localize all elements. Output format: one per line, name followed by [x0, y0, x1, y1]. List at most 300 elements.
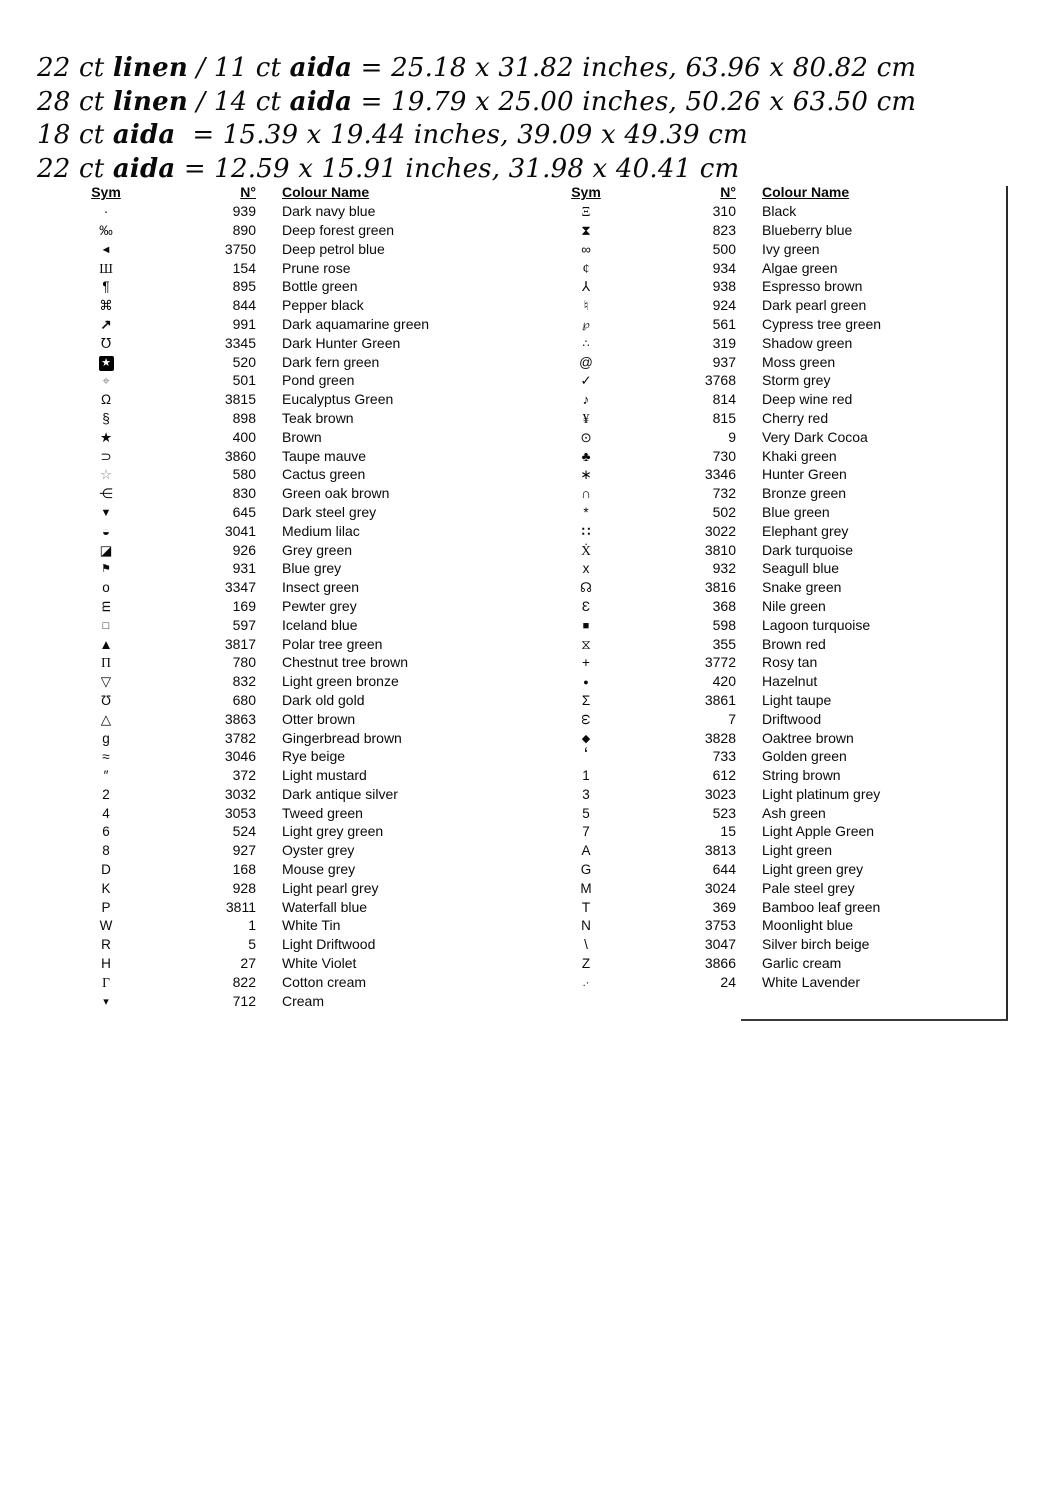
- thread-number: 830: [232, 485, 256, 502]
- colour-name: White Violet: [282, 955, 357, 972]
- thread-number: 5: [248, 936, 256, 953]
- stitch-symbol: ‰: [99, 222, 113, 238]
- legend-row: [563, 409, 986, 428]
- stitch-symbol: ⧗: [581, 222, 591, 238]
- stitch-symbol: ◄: [100, 243, 112, 256]
- thread-number: 580: [232, 466, 256, 483]
- colour-name: Light Apple Green: [762, 823, 875, 840]
- swatch-column-bottom-border: [741, 1019, 1008, 1021]
- fabric-size-line: 22 ct linen / 11 ct aida = 25.18 x 31.82 inches, 63.96 x 80.82 cm: [37, 53, 917, 83]
- stitch-symbol: m: [98, 600, 114, 613]
- legend-row: [563, 841, 986, 860]
- colour-name: Light platinum grey: [762, 785, 881, 802]
- legend-row: [563, 672, 986, 691]
- colour-name: Elephant grey: [762, 522, 849, 539]
- legend-row: [83, 540, 506, 559]
- header-number: N°: [720, 184, 736, 201]
- thread-number: 3024: [704, 879, 736, 896]
- header-colour-name: Colour Name: [762, 184, 850, 201]
- stitch-symbol: Σ: [581, 692, 591, 708]
- stitch-symbol: ‘: [583, 745, 589, 767]
- legend-row: [563, 728, 986, 747]
- thread-number: 561: [712, 315, 736, 332]
- legend-row: [83, 333, 506, 352]
- thread-number: 310: [712, 203, 736, 220]
- thread-number: 3810: [704, 541, 736, 558]
- stitch-symbol: ℘: [582, 318, 590, 331]
- legend-row: [83, 916, 506, 935]
- legend-row: [563, 521, 986, 540]
- thread-number: 730: [712, 447, 736, 464]
- colour-name: Blue grey: [282, 560, 342, 577]
- thread-number: 1: [248, 917, 256, 934]
- thread-number: 372: [232, 767, 256, 784]
- fabric-size-line: 18 ct aida = 15.39 x 19.44 inches, 39.09 x 49.39 cm: [37, 120, 748, 150]
- legend-row: [83, 935, 506, 954]
- colour-name: Otter brown: [282, 710, 356, 727]
- stitch-symbol: ⌘: [99, 298, 113, 314]
- legend-row: [83, 691, 506, 710]
- legend-row: [563, 972, 986, 991]
- stitch-symbol: Ξ: [581, 204, 591, 220]
- thread-number: 822: [232, 973, 256, 990]
- thread-number: 7: [728, 710, 736, 727]
- colour-name: Light pearl grey: [282, 879, 379, 896]
- stitch-symbol: ⅄: [581, 279, 591, 295]
- legend-row: [563, 277, 986, 296]
- thread-number: 3753: [704, 917, 736, 934]
- thread-number: 15: [720, 823, 736, 840]
- thread-number: 168: [232, 861, 256, 878]
- stitch-symbol: ⊙: [580, 429, 592, 445]
- stitch-symbol: +: [582, 655, 590, 671]
- stitch-symbol: W: [99, 918, 113, 934]
- thread-number: 938: [712, 278, 736, 295]
- stitch-symbol: ⊃: [100, 448, 112, 464]
- legend-row: [563, 822, 986, 841]
- stitch-symbol: R: [101, 937, 111, 953]
- colour-name: Brown red: [762, 635, 826, 652]
- colour-name: Hunter Green: [762, 466, 847, 483]
- legend-row: [83, 653, 506, 672]
- colour-name: Light taupe: [762, 691, 832, 708]
- colour-name: Tweed green: [282, 804, 363, 821]
- stitch-symbol: P: [101, 899, 111, 915]
- stitch-symbol: ★: [99, 356, 114, 371]
- stitch-symbol: o: [102, 580, 110, 596]
- legend-row: [563, 484, 986, 503]
- thread-number: 3750: [224, 240, 256, 257]
- stitch-symbol: ″: [103, 768, 109, 784]
- colour-name: Oaktree brown: [762, 729, 854, 746]
- legend-row: [83, 503, 506, 522]
- thread-number: 3046: [224, 748, 256, 765]
- stitch-symbol: ⋲: [99, 486, 113, 502]
- colour-name: Brown: [282, 428, 322, 445]
- thread-number: 3047: [704, 936, 736, 953]
- stitch-symbol: ▲: [99, 636, 113, 652]
- colour-name: Light green bronze: [282, 673, 399, 690]
- legend-row: [563, 747, 986, 766]
- colour-name: Garlic cream: [762, 955, 842, 972]
- colour-name: Dark old gold: [282, 691, 365, 708]
- legend-row: [563, 597, 986, 616]
- thread-number: 3860: [224, 447, 256, 464]
- thread-number: 501: [232, 372, 256, 389]
- legend-row: [83, 427, 506, 446]
- thread-number: 3053: [224, 804, 256, 821]
- stitch-symbol: 1: [582, 768, 590, 784]
- legend-row: [563, 766, 986, 785]
- thread-number: 3828: [704, 729, 736, 746]
- colour-name: Khaki green: [762, 447, 837, 464]
- colour-name: Medium lilac: [282, 522, 360, 539]
- colour-name: Polar tree green: [282, 635, 383, 652]
- colour-name: Bottle green: [282, 278, 358, 295]
- stitch-symbol: ¥: [582, 410, 590, 426]
- stitch-symbol: ▽: [100, 674, 112, 690]
- colour-name: Pale steel grey: [762, 879, 855, 896]
- legend-header-row: [83, 183, 506, 202]
- stitch-symbol: ✓: [580, 373, 592, 389]
- legend-row: [563, 935, 986, 954]
- thread-number: 368: [712, 597, 736, 614]
- colour-name: Eucalyptus Green: [282, 391, 394, 408]
- thread-number: 3815: [224, 391, 256, 408]
- legend-row: [563, 803, 986, 822]
- colour-name: Ivy green: [762, 240, 820, 257]
- stitch-symbol: ¢: [582, 260, 590, 276]
- legend-row: [563, 709, 986, 728]
- colour-name: String brown: [762, 767, 841, 784]
- legend-row: [83, 296, 506, 315]
- colour-name: Light green grey: [762, 861, 864, 878]
- stitch-symbol: Ʊ: [100, 692, 112, 708]
- colour-name: Cherry red: [762, 409, 829, 426]
- colour-name: Very Dark Cocoa: [762, 428, 868, 445]
- legend-row: [83, 766, 506, 785]
- colour-name: Gingerbread brown: [282, 729, 402, 746]
- thread-number: 169: [232, 597, 256, 614]
- stitch-symbol: ■: [582, 619, 590, 632]
- legend-row: [83, 221, 506, 240]
- thread-number: 814: [712, 391, 736, 408]
- colour-name: Moss green: [762, 353, 836, 370]
- stitch-symbol: K: [101, 880, 111, 896]
- thread-number: 645: [232, 503, 256, 520]
- colour-name: Dark antique silver: [282, 785, 398, 802]
- colour-name: Cactus green: [282, 466, 366, 483]
- thread-number: 27: [240, 955, 256, 972]
- colour-name: Mouse grey: [282, 861, 356, 878]
- stitch-symbol: Ω: [100, 392, 112, 408]
- thread-number: 3817: [224, 635, 256, 652]
- colour-name: Lagoon turquoise: [762, 616, 871, 633]
- legend-row: [563, 446, 986, 465]
- colour-name: White Lavender: [762, 973, 861, 990]
- stitch-symbol: *: [583, 504, 589, 520]
- stitch-symbol: □: [102, 619, 110, 632]
- legend-row: [83, 239, 506, 258]
- thread-number: 3861: [704, 691, 736, 708]
- thread-number: 934: [712, 259, 736, 276]
- colour-name: Seagull blue: [762, 560, 840, 577]
- colour-name: Grey green: [282, 541, 353, 558]
- colour-name: Storm grey: [762, 372, 831, 389]
- legend-row: [563, 465, 986, 484]
- colour-name: Pond green: [282, 372, 355, 389]
- legend-row: [83, 352, 506, 371]
- stitch-symbol: ≈: [102, 749, 110, 765]
- thread-number: 3345: [224, 334, 256, 351]
- colour-name: Blue green: [762, 503, 830, 520]
- colour-name: Dark steel grey: [282, 503, 377, 520]
- colour-name: Dark navy blue: [282, 203, 376, 220]
- legend-row: [83, 578, 506, 597]
- legend-row: [83, 972, 506, 991]
- fabric-size-lines: [37, 52, 916, 186]
- colour-name: Deep petrol blue: [282, 240, 385, 257]
- stitch-symbol: M: [580, 880, 592, 896]
- thread-number: 939: [232, 203, 256, 220]
- colour-name: Light Driftwood: [282, 936, 376, 953]
- header-sym: Sym: [571, 184, 601, 201]
- stitch-symbol: 2: [102, 786, 110, 802]
- stitch-symbol: ·: [103, 204, 109, 220]
- colour-name: Taupe mauve: [282, 447, 367, 464]
- thread-number: 926: [232, 541, 256, 558]
- colour-name: Blueberry blue: [762, 221, 853, 238]
- stitch-symbol: A: [581, 843, 591, 859]
- thread-number: 890: [232, 221, 256, 238]
- stitch-symbol: ◆: [581, 732, 591, 745]
- legend-row: [83, 747, 506, 766]
- colour-name: Bronze green: [762, 485, 847, 502]
- thread-number: 500: [712, 240, 736, 257]
- legend-row: [83, 897, 506, 916]
- legend-row: [83, 709, 506, 728]
- legend-row: [563, 221, 986, 240]
- thread-number: 733: [712, 748, 736, 765]
- legend-row: [563, 202, 986, 221]
- stitch-symbol: ∗: [580, 467, 592, 483]
- thread-number: 644: [712, 861, 736, 878]
- colour-name: Rosy tan: [762, 654, 818, 671]
- legend-row: [83, 409, 506, 428]
- stitch-symbol: ∞: [581, 241, 591, 257]
- legend-row: [563, 390, 986, 409]
- colour-name: Oyster grey: [282, 842, 355, 859]
- legend-row: [83, 446, 506, 465]
- thread-number: 3811: [225, 898, 256, 915]
- thread-number: 3813: [704, 842, 736, 859]
- stitch-symbol: ⚑: [101, 563, 111, 576]
- stitch-symbol: ♮: [583, 298, 589, 314]
- stitch-symbol: 4: [102, 805, 110, 821]
- legend-row: [563, 352, 986, 371]
- thread-number: 937: [712, 353, 736, 370]
- colour-name: Espresso brown: [762, 278, 863, 295]
- legend-row: [83, 615, 506, 634]
- legend-row: [563, 333, 986, 352]
- thread-number: 3863: [224, 710, 256, 727]
- legend-row: [83, 860, 506, 879]
- thread-number: 732: [712, 485, 736, 502]
- thread-number: 369: [712, 898, 736, 915]
- thread-number: 502: [712, 503, 736, 520]
- stitch-symbol: ◪: [99, 542, 113, 558]
- stitch-symbol: Γ: [102, 974, 110, 990]
- legend-row: [83, 465, 506, 484]
- stitch-symbol: .·: [582, 976, 590, 989]
- thread-number: 524: [232, 823, 256, 840]
- legend-header-row: [563, 183, 986, 202]
- stitch-symbol: D: [101, 862, 111, 878]
- thread-number: 680: [232, 691, 256, 708]
- stitch-symbol: x: [582, 561, 590, 577]
- stitch-symbol: ∷: [581, 523, 591, 539]
- thread-number: 420: [712, 673, 736, 690]
- stitch-symbol: ⌖: [102, 373, 110, 389]
- stitch-symbol: ⧖: [581, 636, 591, 652]
- thread-number: 931: [232, 560, 256, 577]
- thread-number: 520: [232, 353, 256, 370]
- stitch-symbol: ℧: [100, 335, 112, 351]
- colour-name: Pepper black: [282, 297, 364, 314]
- thread-number: 898: [232, 409, 256, 426]
- colour-name: Golden green: [762, 748, 847, 765]
- stitch-symbol: ◒: [101, 523, 111, 539]
- legend-row: [563, 371, 986, 390]
- legend-row: [83, 672, 506, 691]
- stitch-symbol: 5: [582, 805, 590, 821]
- stitch-symbol: △: [100, 711, 112, 727]
- legend-row: [563, 916, 986, 935]
- colour-name: Cypress tree green: [762, 315, 882, 332]
- thread-number: 991: [232, 315, 256, 332]
- colour-name: Hazelnut: [762, 673, 818, 690]
- legend-row: [83, 841, 506, 860]
- thread-number: 3816: [704, 579, 736, 596]
- thread-number: 3347: [224, 579, 256, 596]
- stitch-symbol: Ɛ: [581, 598, 591, 614]
- thread-number: 3032: [224, 785, 256, 802]
- colour-name: Chestnut tree brown: [282, 654, 409, 671]
- header-colour-name: Colour Name: [282, 184, 370, 201]
- colour-name: Dark pearl green: [762, 297, 867, 314]
- legend-row: [563, 897, 986, 916]
- legend-row: [563, 540, 986, 559]
- stitch-symbol: ∩: [581, 486, 591, 502]
- stitch-symbol: ∴: [582, 337, 590, 350]
- stitch-symbol: §: [102, 410, 110, 426]
- legend-row: [83, 371, 506, 390]
- thread-number: 823: [712, 221, 736, 238]
- stitch-symbol: G: [580, 862, 592, 878]
- thread-number: 927: [232, 842, 256, 859]
- colour-name: Driftwood: [762, 710, 822, 727]
- colour-name: Waterfall blue: [282, 898, 368, 915]
- stitch-symbol: ☆: [99, 467, 113, 483]
- colour-name: Dark aquamarine green: [282, 315, 430, 332]
- thread-number: 9: [728, 428, 736, 445]
- stitch-symbol: Ш: [99, 260, 113, 276]
- stitch-symbol: Ẋ: [581, 542, 591, 558]
- legend-column-right: [563, 183, 986, 991]
- colour-name: Prune rose: [282, 259, 351, 276]
- colour-name: Algae green: [762, 259, 838, 276]
- legend-row: [563, 785, 986, 804]
- colour-name: Light mustard: [282, 767, 367, 784]
- fabric-size-line: 28 ct linen / 14 ct aida = 19.79 x 25.00 inches, 50.26 x 63.50 cm: [37, 86, 917, 117]
- stitch-symbol: 8: [102, 843, 110, 859]
- stitch-symbol: ω: [578, 713, 594, 725]
- legend-row: [563, 860, 986, 879]
- stitch-symbol: T: [581, 899, 591, 915]
- legend-row: [563, 503, 986, 522]
- legend-row: [563, 315, 986, 334]
- colour-name: Ash green: [762, 804, 826, 821]
- colour-name: Cream: [282, 992, 325, 1009]
- colour-name: Cotton cream: [282, 973, 367, 990]
- legend-row: [83, 484, 506, 503]
- colour-name: Black: [762, 203, 797, 220]
- colour-name: Deep forest green: [282, 221, 395, 238]
- thread-number: 895: [232, 278, 256, 295]
- colour-name: Insect green: [282, 579, 360, 596]
- legend-row: [563, 878, 986, 897]
- thread-number: 597: [232, 616, 256, 633]
- stitch-symbol: g: [102, 730, 110, 746]
- thread-number: 3041: [224, 522, 256, 539]
- stitch-symbol: ↗: [100, 316, 112, 332]
- legend-row: [563, 296, 986, 315]
- stitch-symbol: ☊: [580, 580, 592, 596]
- swatch-column-vertical-border: [1006, 186, 1008, 1020]
- legend-row: [563, 427, 986, 446]
- colour-name: Deep wine red: [762, 391, 853, 408]
- thread-number: 3346: [704, 466, 736, 483]
- legend-row: [83, 822, 506, 841]
- stitch-symbol: ♪: [582, 392, 590, 408]
- thread-number: 319: [712, 334, 736, 351]
- legend-row: [83, 258, 506, 277]
- colour-name: Pewter grey: [282, 597, 357, 614]
- legend-row: [563, 559, 986, 578]
- legend-row: [563, 954, 986, 973]
- thread-number: 355: [712, 635, 736, 652]
- legend-row: [83, 277, 506, 296]
- legend-row: [563, 653, 986, 672]
- thread-number: 3866: [704, 955, 736, 972]
- thread-number: 815: [712, 409, 736, 426]
- stitch-symbol: ●: [583, 677, 589, 688]
- colour-name: White Tin: [282, 917, 341, 934]
- colour-name: Light grey green: [282, 823, 384, 840]
- thread-number: 154: [232, 259, 256, 276]
- thread-number: 844: [232, 297, 256, 314]
- thread-number: 932: [712, 560, 736, 577]
- stitch-symbol: 3: [582, 786, 590, 802]
- colour-name: Dark turquoise: [762, 541, 854, 558]
- thread-number: 780: [232, 654, 256, 671]
- thread-number: 832: [232, 673, 256, 690]
- stitch-symbol: N: [581, 918, 591, 934]
- legend-row: [83, 728, 506, 747]
- stitch-symbol: H: [101, 956, 111, 972]
- legend-row: [563, 258, 986, 277]
- colour-name: Iceland blue: [282, 616, 358, 633]
